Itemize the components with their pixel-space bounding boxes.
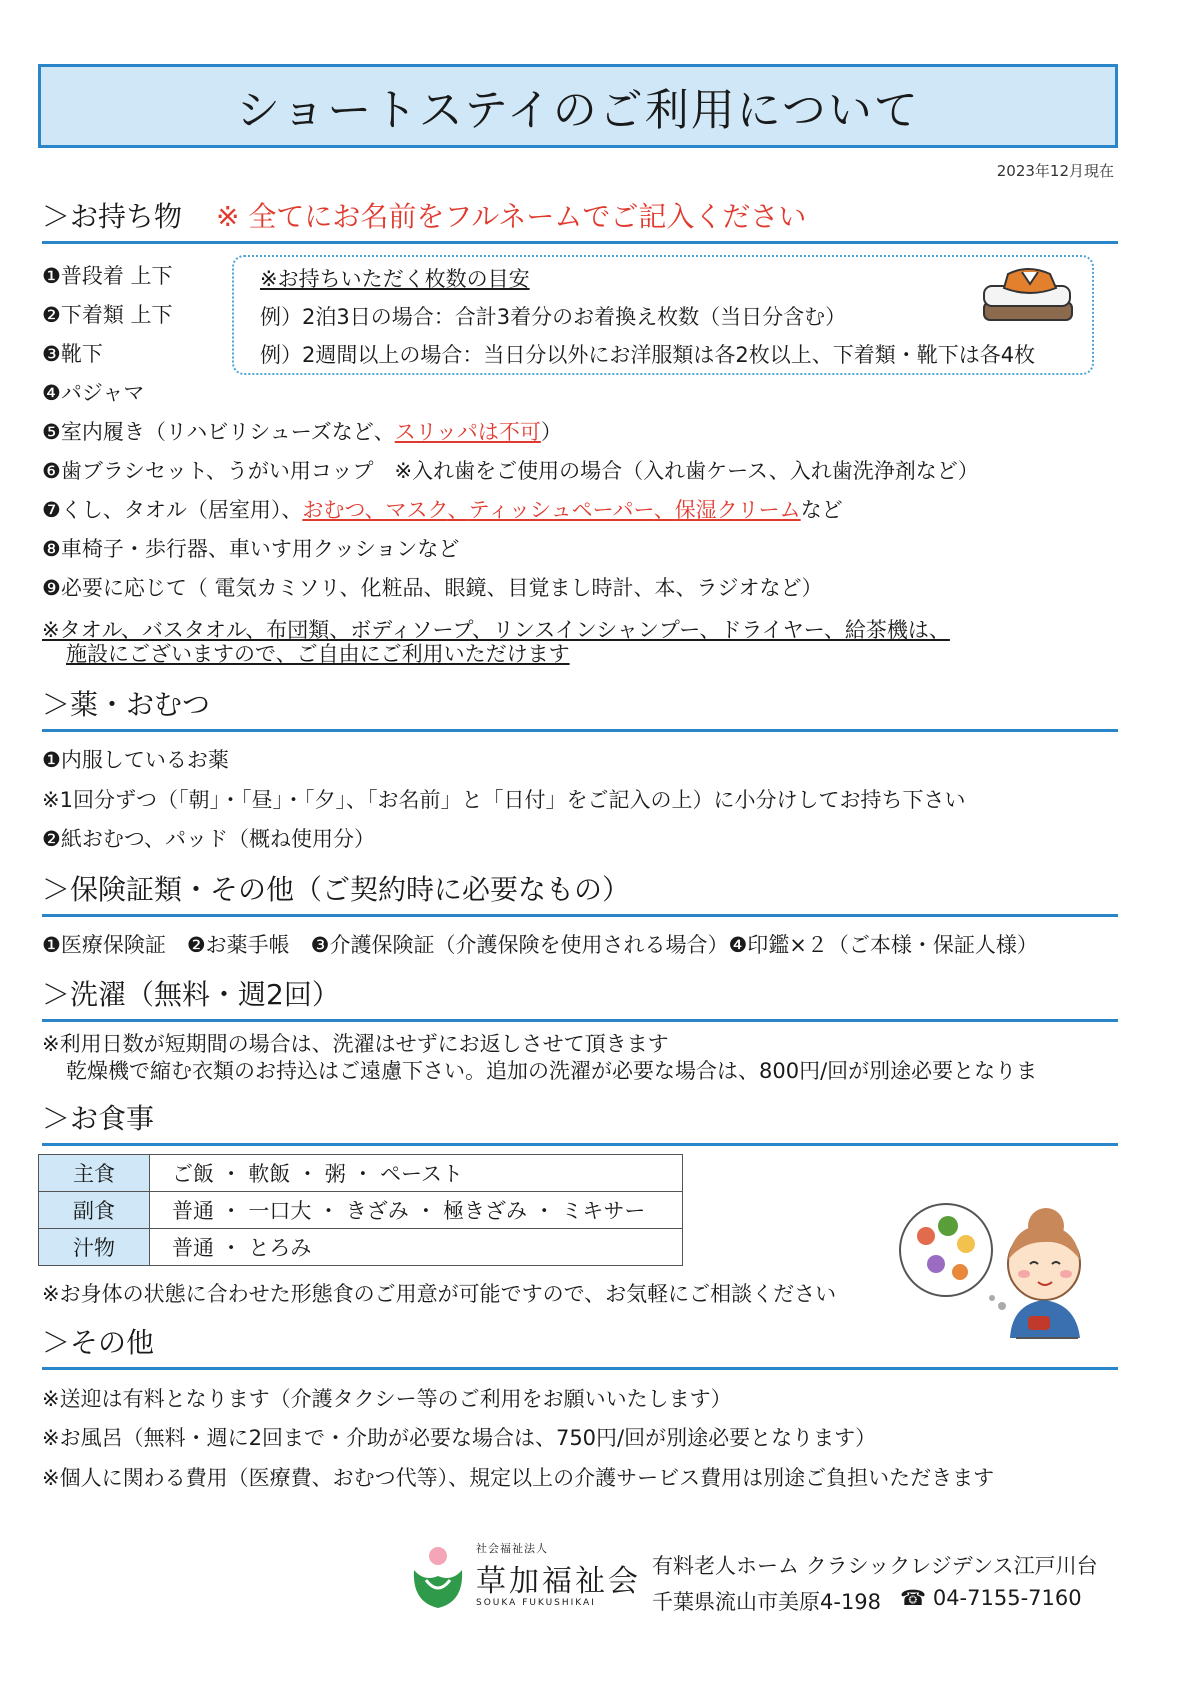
provided-items-2: 施設にございますので、ご自由にご利用いただけます: [66, 642, 570, 666]
eating-woman-illustration: [896, 1188, 1096, 1348]
indoor-shoes-text: ❺室内履き（リハビリシューズなど、: [42, 420, 395, 444]
table-row: [39, 1155, 683, 1192]
section-insurance: [42, 873, 1118, 917]
facility-address: 千葉県流山市美原4-198: [652, 1590, 882, 1614]
section-laundry: [42, 978, 1118, 1022]
meal-options-table: [38, 1154, 683, 1266]
meal-label: 汁物: [39, 1229, 150, 1266]
other-line-1: ※送迎は有料となります（介護タクシー等のご利用をお願いいたします）: [42, 1387, 732, 1411]
moisturizer-note: 保湿クリーム: [674, 498, 801, 522]
table-row: [39, 1229, 683, 1266]
title-banner: [38, 64, 1118, 148]
provided-items-1: ※タオル、バスタオル、布団類、ボディソープ、リンスインシャンプー、ドライヤー、給茶機は、: [42, 618, 950, 642]
guide-example-1: 例）2泊3日の場合：合計3着分のお着換え枚数（当日分含む）: [260, 305, 847, 329]
item-wheelchair: ❽車椅子・歩行器、車いす用クッションなど: [42, 537, 460, 561]
section-heading: ＞その他: [42, 1326, 155, 1359]
org-roman: SOUKA FUKUSHIKAI: [476, 1598, 596, 1608]
guide-example-2: 例）2週間以上の場合：当日分以外にお洋服類は各2枚以上、下着類・靴下は各4枚: [260, 343, 1036, 367]
facility-name: 有料老人ホーム クラシックレジデンス江戸川台: [652, 1554, 1098, 1578]
meal-note: ※お身体の状態に合わせた形態食のご用意が可能ですので、お気軽にご相談ください: [42, 1282, 837, 1306]
separator: 、: [653, 498, 675, 522]
meal-value: 普通 ・ 一口大 ・ きざみ ・ 極きざみ ・ ミキサー: [150, 1192, 683, 1229]
diaper-note: おむつ: [302, 498, 365, 522]
section-heading: ＞お持ち物: [42, 200, 183, 233]
section-heading: ＞保険証類・その他（ご契約時に必要なもの）: [42, 873, 631, 906]
meal-label: 副食: [39, 1192, 150, 1229]
other-line-3: ※個人に関わる費用（医療費、おむつ代等）、規定以上の介護サービス費用は別途ご負担いただきます: [42, 1466, 995, 1490]
item-comb-towel: [42, 494, 843, 524]
folded-clothes-icon: [978, 264, 1078, 326]
table-row: [39, 1192, 683, 1229]
laundry-line-1: ※利用日数が短期間の場合は、洗濯はせずにお返しさせて頂きます: [42, 1032, 669, 1056]
section-heading: ＞お食事: [42, 1102, 155, 1135]
section-heading: ＞薬・おむつ: [42, 688, 211, 721]
meal-label: 主食: [39, 1155, 150, 1192]
insurance-line-1: ❶医療保険証 ❷お薬手帳 ❸介護保険証（介護保険を使用される場合）❹印鑑×２（ご本様・保証人様）: [42, 933, 1038, 957]
item-pajamas: ❹パジャマ: [42, 381, 145, 405]
org-name: 草加福祉会: [476, 1564, 641, 1599]
org-type: 社会福祉法人: [476, 1542, 548, 1555]
page-title: ショートステイのご利用について: [236, 85, 920, 136]
etc-text: など: [800, 498, 843, 522]
tissue-note: ティッシュペーパー: [468, 498, 654, 522]
section-heading: ＞洗濯（無料・週2回）: [42, 978, 340, 1011]
section-meals: [42, 1102, 1118, 1146]
meal-value: ご飯 ・ 軟飯 ・ 粥 ・ ペースト: [150, 1155, 683, 1192]
separator: 、: [447, 498, 469, 522]
medicine-line-2: ※1回分ずつ（「朝」・「昼」・「夕」、「お名前」と「日付」をご記入の上）に小分けしてお持ち下さい: [42, 788, 966, 812]
section-medicine: [42, 688, 1118, 732]
section-belongings: [42, 200, 1118, 244]
item-indoor-shoes: [42, 416, 562, 446]
item-as-needed: ❾必要に応じて（ 電気カミソリ、化粧品、眼鏡、目覚まし時計、本、ラジオなど）: [42, 576, 823, 600]
no-slippers-note: スリッパは不可: [394, 420, 541, 444]
comb-towel-text: ❼くし、タオル（居室用）、: [42, 498, 303, 522]
section-other: [42, 1326, 1118, 1370]
item-clothes: ❶普段着 上下: [42, 264, 173, 288]
quantity-guide-box: [232, 255, 1094, 375]
indoor-shoes-close: ）: [540, 420, 562, 444]
item-toothbrush: ❻歯ブラシセット、うがい用コップ ※入れ歯をご使用の場合（入れ歯ケース、入れ歯洗浄剤など）: [42, 459, 979, 483]
organization-logo-icon: [408, 1546, 468, 1612]
as-of-date: 2023年12月現在: [996, 162, 1114, 180]
other-line-2: ※お風呂（無料・週に2回まで・介助が必要な場合は、750円/回が別途必要となります）: [42, 1426, 877, 1450]
fullname-note: ※ 全てにお名前をフルネームでご記入ください: [216, 200, 807, 233]
separator: 、: [364, 498, 386, 522]
mask-note: マスク: [385, 498, 448, 522]
item-underwear: ❷下着類 上下: [42, 303, 173, 327]
medicine-line-1: ❶内服しているお薬: [42, 748, 229, 772]
item-socks: ❸靴下: [42, 342, 103, 366]
laundry-line-2: 乾燥機で縮む衣類のお持込はご遠慮下さい。追加の洗濯が必要な場合は、800円/回が別途必要となりま: [66, 1059, 1038, 1083]
medicine-line-3: ❷紙おむつ、パッド（概ね使用分）: [42, 827, 375, 851]
meal-value: 普通 ・ とろみ: [150, 1229, 683, 1266]
facility-phone: ☎ 04-7155-7160: [900, 1586, 1082, 1610]
guide-title: ※お持ちいただく枚数の目安: [260, 267, 530, 291]
